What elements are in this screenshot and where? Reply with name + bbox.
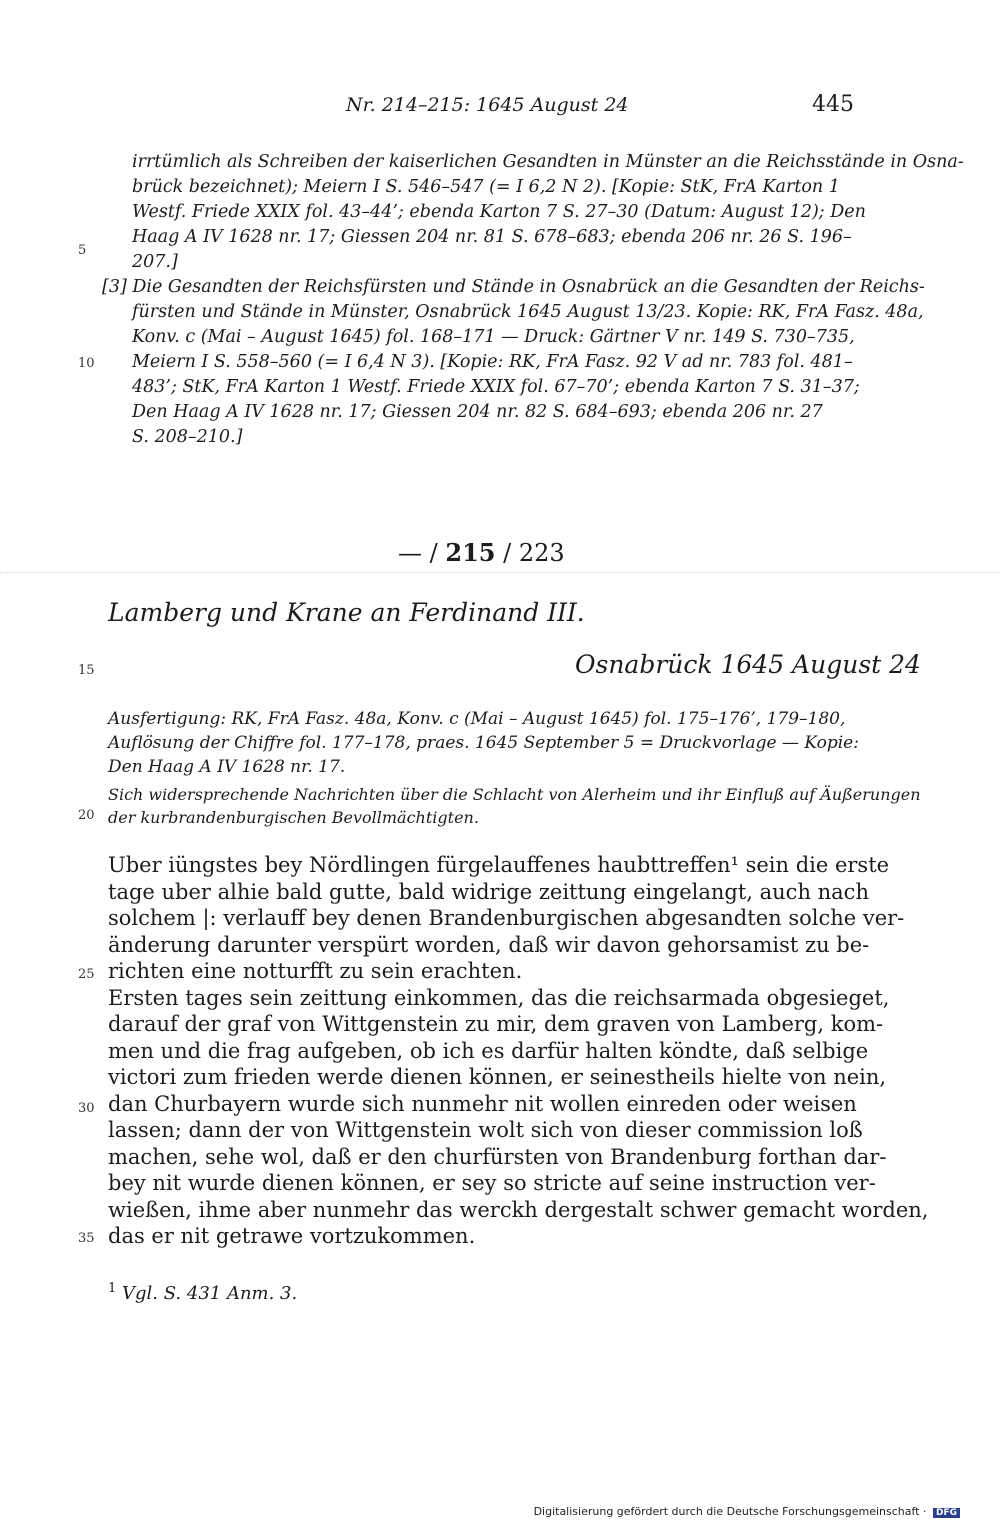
body-line: bey nit wurde dienen können, er sey so stricte auf seine instruction ver- [108,1171,876,1195]
line-number: 35 [78,1231,95,1246]
note-line: Den Haag A IV 1628 nr. 17; Giessen 204 nr. 82 S. 684–693; ebenda 206 nr. 27 [132,402,823,422]
note-line: Haag A IV 1628 nr. 17; Giessen 204 nr. 81 S. 678–683; ebenda 206 nr. 26 S. 196– [132,227,852,247]
body-line: tage uber alhie bald gutte, bald widrige zeittung eingelangt, auch nach [108,879,869,904]
note-line: Meiern I S. 558–560 (= I 6,4 N 3). [Kopie: RK, FrA Fasz. 92 V ad nr. 783 fol. 481– [132,352,853,372]
body-line: wießen, ihme aber nunmehr das werckh dergestalt schwer gemacht worden, [108,1197,929,1222]
note-line: brück bezeichnet); Meiern I S. 546–547 (= I 6,2 N 2). [Kopie: StK, FrA Karton 1 [132,177,840,197]
line-number: 5 [78,243,87,258]
body-line: darauf der graf von Wittgenstein zu mir, dem graven von Lamberg, kom- [108,1012,884,1036]
line-number: 10 [78,356,95,371]
document-title: Lamberg und Krane an Ferdinand III. [108,598,585,627]
scan-divider [0,572,1000,573]
number-separator: / [429,539,438,567]
source-line: Ausfertigung: RK, FrA Fasz. 48a, Konv. c (Mai – August 1645) fol. 175–176’, 179–180, [108,709,846,729]
line-number: 25 [78,967,95,982]
line-number: 20 [78,808,95,823]
note-line: 483’; StK, FrA Karton 1 Westf. Friede XXIX fol. 67–70’; ebenda Karton 7 S. 31–37; [132,377,860,397]
page-number: 445 [812,92,854,117]
dfg-logo: DFG [933,1508,960,1518]
note-line: fürsten und Stände in Münster, Osnabrück 1645 August 13/23. Kopie: RK, FrA Fasz. 48a, [132,302,924,322]
digitization-credit [534,1505,960,1518]
body-line: lassen; dann der von Wittgenstein wolt sich von dieser commission loß [108,1118,863,1142]
running-title: Nr. 214–215: 1645 August 24 [346,94,629,116]
source-line: Auflösung der Chiffre fol. 177–178, praes. 1645 September 5 = Druckvorlage — Kopie: [108,733,859,753]
number-ref: 223 [518,539,565,567]
document-number [398,538,565,567]
body-line: men und die frag aufgeben, ob ich es darfür halten köndte, daß selbige [108,1038,869,1063]
body-line: victori zum frieden werde dienen können, er seinestheils hielte von nein, [108,1065,887,1089]
body-text [108,852,929,1250]
line-number: 15 [78,663,95,678]
body-line: Ersten tages sein zeittung einkommen, das die reichsarmada obgesieget, [108,985,890,1010]
body-line: das er nit getrawe vortzukommen. [108,1224,476,1248]
summary-block [108,783,921,829]
source-line: Den Haag A IV 1628 nr. 17. [108,757,346,777]
note-line: [3] Die Gesandten der Reichsfürsten und Stände in Osnabrück an die Gesandten der Reichs- [102,277,925,297]
line-number: 30 [78,1101,95,1116]
body-line: richten eine notturfft zu sein erachten. [108,959,523,983]
summary-line: der kurbrandenburgischen Bevollmächtigten. [108,808,479,827]
note-line: Konv. c (Mai – August 1645) fol. 168–171 — Druck: Gärtner V nr. 149 S. 730–735, [132,327,855,347]
credit-text: Digitalisierung gefördert durch die Deutsche Forschungsgemeinschaft · [533,1505,927,1518]
number-separator: / [503,539,512,567]
body-line: machen, sehe wol, daß er den churfürsten von Brandenburg forthan dar- [108,1144,887,1169]
place-date: Osnabrück 1645 August 24 [575,650,921,679]
top-notes [102,150,964,450]
footnote-text: Vgl. S. 431 Anm. 3. [122,1283,298,1304]
note-line: 207.] [132,252,178,272]
note-line: irrtümlich als Schreiben der kaiserlichen Gesandten in Münster an die Reichsstände in Osna- [132,152,964,172]
note-line: S. 208–210.] [132,427,243,447]
footnote-marker: 1 [108,1281,117,1296]
number-dash: — [398,539,422,567]
body-line: dan Churbayern wurde sich nunmehr nit wollen einreden oder weisen [108,1091,857,1116]
body-line: solchem |: verlauff bey denen Brandenburgischen abgesandten solche ver- [108,906,905,930]
body-line: änderung darunter verspürt worden, daß wir davon gehorsamist zu be- [108,932,870,957]
footnote [108,1281,297,1304]
summary-line: Sich widersprechende Nachrichten über die Schlacht von Alerheim und ihr Einfluß auf Äußerungen [108,785,921,804]
source-block [108,707,858,779]
note-line: Westf. Friede XXIX fol. 43–44’; ebenda Karton 7 S. 27–30 (Datum: August 12); Den [132,202,866,222]
body-line: Uber iüngstes bey Nördlingen fürgelauffenes haubttreffen¹ sein die erste [108,853,890,877]
number-main: 215 [445,538,496,567]
